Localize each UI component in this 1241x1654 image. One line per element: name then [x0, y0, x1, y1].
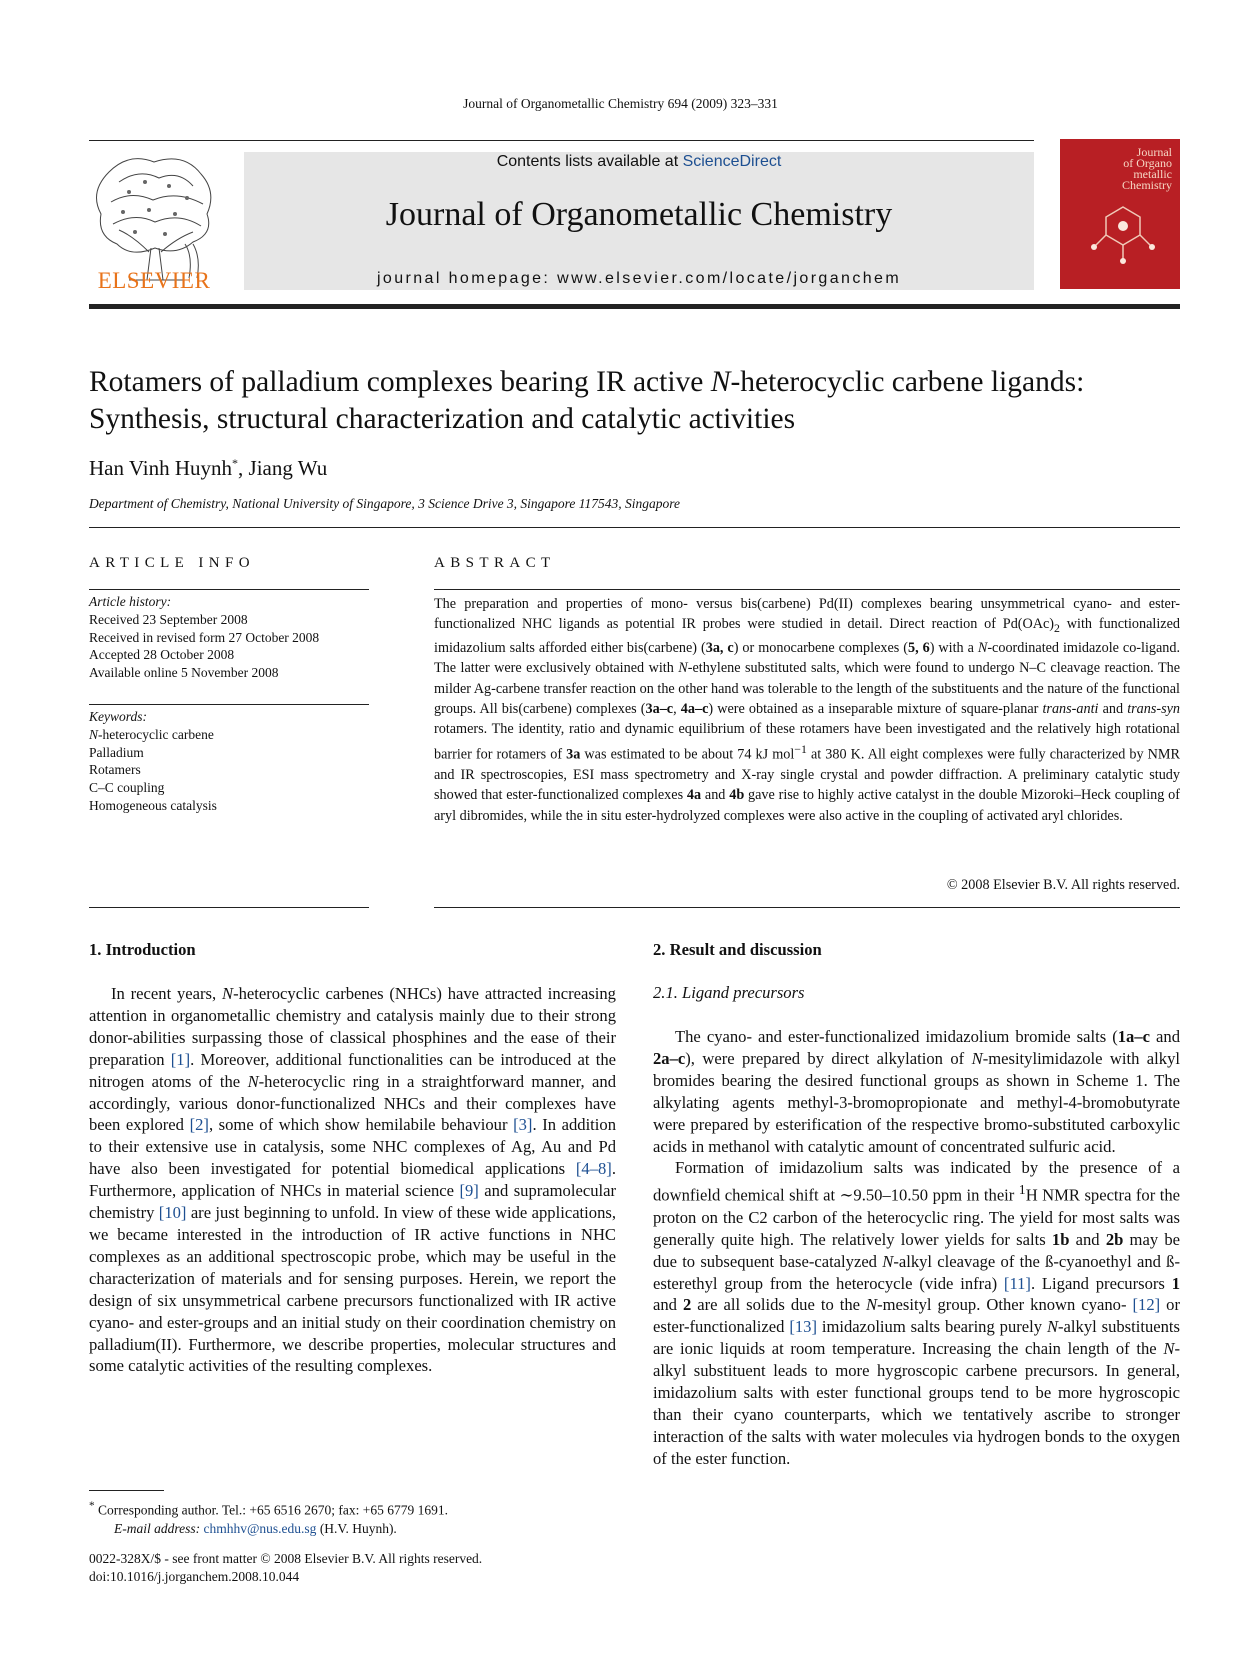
abstract-bottom-rule [434, 907, 1180, 908]
keywords-rule [89, 704, 369, 705]
corresponding-footnote: * Corresponding author. Tel.: +65 6516 2670; fax: +65 6779 1691. E-mail address: chmhhv@nus.edu.sg (H.V. Huynh). [89, 1500, 449, 1536]
ligand-precursors-heading: 2.1. Ligand precursors [653, 983, 805, 1002]
citation-link[interactable]: [1] [170, 1049, 191, 1069]
corresponding-mark[interactable]: * [232, 456, 239, 470]
journal-cover [1060, 139, 1180, 289]
citation-link[interactable]: [12] [1132, 1295, 1161, 1315]
introduction-text: In recent years, N-heterocyclic carbenes (NHCs) have attracted increasing attention in organometallic chemistry and catalysis mainly due to their strong donor-abilities surpassing those of classical phosphines and the ease of their preparation [1]. Moreover, additional functionalities can be introduced at the nitrogen atoms of the N-heterocyclic ring in a straightforward manner, and accordingly, various donor-functionalized NHCs and their complexes have been explored [2], some of which show hemilabile behaviour [3]. In addition to their extensive use in catalysis, some NHC complexes of Ag, Au and Pd have also been investigated for potential biomedical applications [4–8]. Furthermore, application of NHCs in material science [9] and supramolecular chemistry [10] are just beginning to unfold. In view of these wide applications, we became interested in the introduction of IR active functions in NHC complexes as an additional spectroscopic probe, which may be useful in the characterization of materials and for sensing purposes. Herein, we report the design of six unsymmetrical carbene precursors functionalized with IR active cyano- and ester-groups and an initial study on their coordination chemistry on palladium(II). Furthermore, we describe properties, molecular structures and some catalytic activities of the resulting complexes. [89, 984, 617, 1376]
history-accepted: Accepted 28 October 2008 [89, 647, 235, 663]
keyword-item: Rotamers [89, 762, 141, 778]
article-info-rule [89, 589, 369, 590]
abstract-copyright: © 2008 Elsevier B.V. All rights reserved. [946, 877, 1180, 893]
running-head: Journal of Organometallic Chemistry 694 (2009) 323–331 [463, 96, 778, 111]
cover-molecule-graphic [1088, 199, 1158, 269]
article-title: Rotamers of palladium complexes bearing IR active N-heterocyclic carbene ligands: Synthesis, structural characterization and catalytic activities [89, 366, 1085, 435]
article-history: Article history: Received 23 September 2008 Received in revised form 27 October 2008 Accepted 28 October 2008 Available online 5 November 2008 [89, 593, 369, 682]
keyword-item: Homogeneous catalysis [89, 797, 217, 813]
doi-line[interactable]: doi:10.1016/j.jorganchem.2008.10.044 [89, 1569, 300, 1584]
affiliation-rule [89, 527, 1180, 528]
header-rule [89, 140, 1034, 141]
history-received: Received 23 September 2008 [89, 611, 248, 627]
issn-line: 0022-328X/$ - see front matter © 2008 Elsevier B.V. All rights reserved. [89, 1551, 483, 1566]
author-wu[interactable]: , Jiang Wu [238, 456, 328, 480]
journal-name: Journal of Organometallic Chemistry [385, 196, 893, 233]
author-huynh[interactable]: Han Vinh Huynh [89, 456, 233, 480]
citation-link[interactable]: [13] [789, 1317, 817, 1337]
masthead-thick-rule [89, 304, 1180, 309]
citation-link[interactable]: [2] [189, 1115, 209, 1135]
abstract-text: The preparation and properties of mono- versus bis(carbene) Pd(II) complexes bearing unsymmetrical cyano- and ester-functionalized NHC ligands as potential IR probes were studied in detail. Direct reaction of $Pd(OAc)_2$ with functionalized imidazolium salts afforded either bis(carbene) (3a, c) or monocarbene complexes (5, 6) with a N-coordinated imidazole co-ligand. The latter were exclusively obtained with N-ethylene substituted salts, which were found to undergo N–C cleavage reaction. The milder Ag-carbene transfer reaction on the other hand was tolerable to the length of the substituents and the nature of the functional groups. All bis(carbene) complexes (3a–c, 4a–c) were obtained as a inseparable mixture of square-planar trans-anti and trans-syn rotamers. The identity, ratio and dynamic equilibrium of these rotamers have been investigated and the relatively high rotational barrier for rotamers of 3a was estimated to be about 74 kJ mol$^{-1}$ at 380 K. All eight complexes were fully characterized by NMR and IR spectroscopies, ESI mass spectrometry and X-ray single crystal and powder diffraction. A preliminary catalytic study showed that ester-functionalized complexes 4a and 4b gave rise to highly active catalyst in the double Mizoroki–Heck coupling of aryl dibromides, while the in situ ester-hydrolyzed complexes were also active in the coupling of activated aryl chlorides. [434, 596, 1181, 824]
article-info-heading: ARTICLE INFO [89, 555, 255, 571]
history-online: Available online 5 November 2008 [89, 665, 279, 681]
citation-link[interactable]: [3] [513, 1115, 533, 1135]
bottom-metadata [89, 1550, 482, 1586]
sciencedirect-link[interactable]: ScienceDirect [682, 153, 782, 170]
cover-title: Journal of Organo metallic Chemistry [1122, 145, 1172, 192]
abstract-heading: ABSTRACT [434, 555, 556, 571]
contents-line [244, 153, 1034, 171]
footnote-rule [89, 1490, 164, 1491]
article-info-bottom-rule [89, 907, 369, 908]
citation-link[interactable]: [4–8] [575, 1159, 612, 1179]
contents-prefix: Contents lists available at [496, 153, 683, 170]
history-revised: Received in revised form 27 October 2008 [89, 629, 320, 645]
introduction-heading: 1. Introduction [89, 940, 196, 959]
citation-link[interactable]: [10] [158, 1203, 187, 1223]
affiliation: Department of Chemistry, National University of Singapore, 3 Science Drive 3, Singapore 117543, Singapore [89, 496, 681, 511]
results-heading: 2. Result and discussion [653, 940, 822, 959]
author-list [89, 456, 327, 481]
journal-homepage[interactable]: journal homepage: www.elsevier.com/locate/jorganchem [376, 270, 902, 287]
abstract-rule [434, 589, 1180, 590]
keyword-item: N-heterocyclic carbene [89, 726, 214, 742]
elsevier-wordmark: ELSEVIER [97, 268, 211, 293]
citation-link[interactable]: [11] [1003, 1273, 1031, 1293]
keyword-item: C–C coupling [89, 780, 165, 796]
keyword-item: Palladium [89, 744, 144, 760]
keywords: Keywords: N-heterocyclic carbene Palladium Rotamers C–C coupling Homogeneous catalysis [89, 708, 369, 815]
citation-link[interactable]: [9] [459, 1181, 479, 1201]
results-text: The cyano- and ester-functionalized imidazolium bromide salts (1a–c and 2a–c), were prepared by direct alkylation of N-mesitylimidazole with alkyl bromides bearing the desired functional groups as shown in Scheme 1. The alkylating agents methyl-3-bromopropionate and methyl-4-bromobutyrate were prepared by esterification of the respective bromo-substituted carboxylic acids in methanol with catalytic amount of concentrated sulfuric acid. Formation of imidazolium salts was indicated by the presence of a downfield chemical shift at ∼9.50–10.50 ppm in their $^1$H NMR spectra for the proton on the C2 carbon of the heterocyclic ring. The yield for most salts was generally quite high. The relatively lower yields for salts 1b and 2b may be due to subsequent base-catalyzed N-alkyl cleavage of the ß-cyanoethyl and ß-esterethyl group from the heterocycle (vide infra) [11]. Ligand precursors 1 and 2 are all solids due to the N-mesityl group. Other known cyano- [12] or ester-functionalized [13] imidazolium salts bearing purely N-alkyl substituents are ionic liquids at room temperature. Increasing the chain length of the N-alkyl substituent leads to more hygroscopic carbene precursors. In general, imidazolium salts with ester functional groups tend to be more hygroscopic than their cyano counterparts, which we tentatively ascribe to stronger interaction of the salts with water molecules via hydrogen bonds to the oxygen of the ester function. [653, 1027, 1181, 1468]
email-link[interactable]: chmhhv@nus.edu.sg [203, 1520, 317, 1536]
